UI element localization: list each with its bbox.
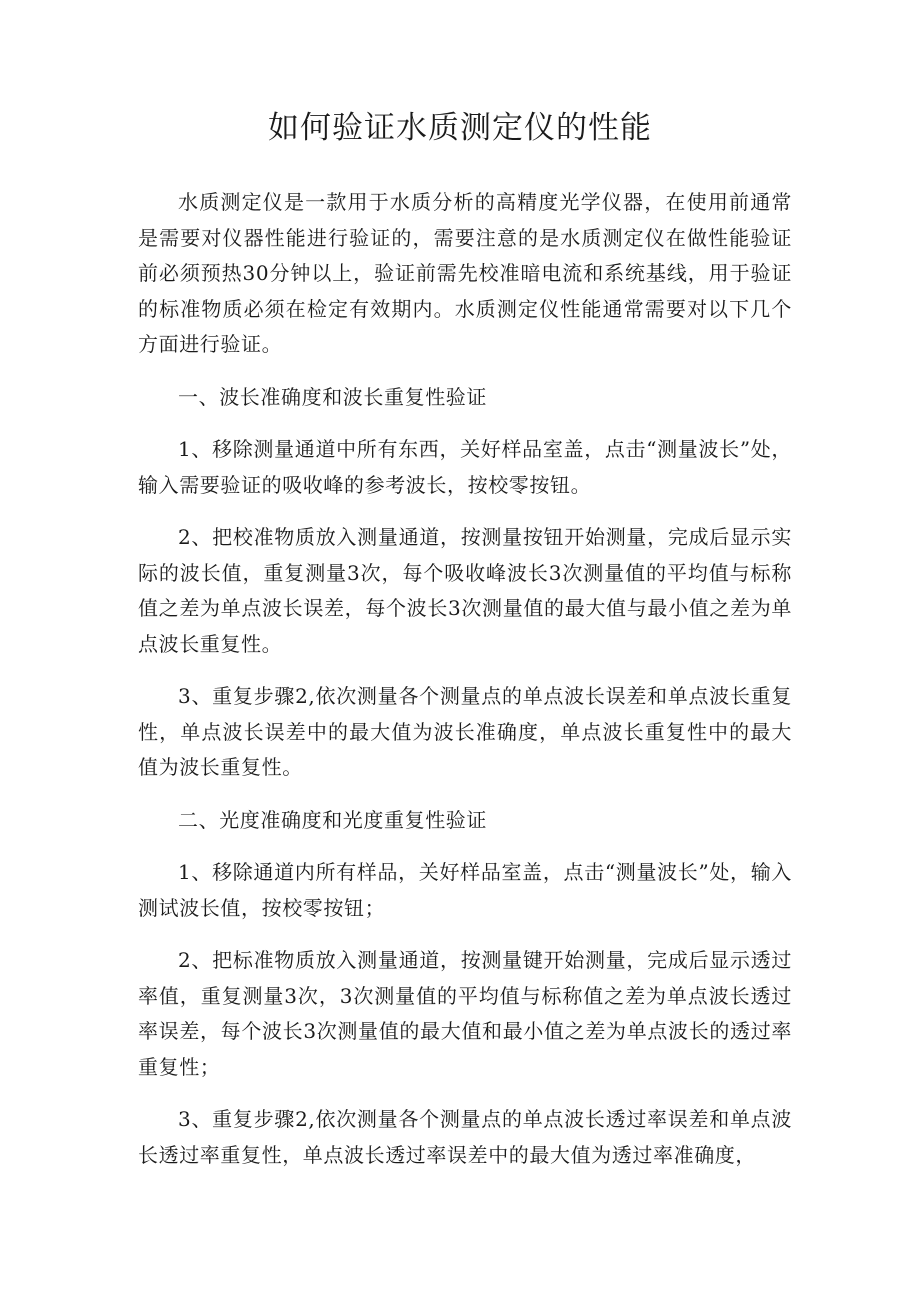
intro-paragraph: 水质测定仪是一款用于水质分析的高精度光学仪器，在使用前通常是需要对仪器性能进行验证的，需要注意的是水质测定仪在做性能验证前必须预热30分钟以上，验证前需先校准暗电流和系统基线，用于验证的标准物质必须在检定有效期内。水质测定仪性能通常需要对以下几个方面进行验证。 (138, 190, 792, 356)
section-wavelength-step-2: 2、把校准物质放入测量通道，按测量按钮开始测量，完成后显示实际的波长值，重复测量3次，每个吸收峰波长3次测量值的平均值与标称值之差为单点波长误差，每个波长3次测量值的最大值与最小值之差为单点波长重复性。 (138, 525, 792, 656)
section-heading-wavelength: 一、波长准确度和波长重复性验证 (178, 384, 487, 409)
section-photometric-step-1: 1、移除通道内所有样品，关好样品室盖，点击“测量波长”处，输入测试波长值，按校零按钮； (138, 860, 792, 920)
section-wavelength-step-1: 1、移除测量通道中所有东西，关好样品室盖，点击“测量波长”处，输入需要验证的吸收峰的参考波长，按校零按钮。 (138, 437, 792, 497)
section-photometric-step-3: 3、重复步骤2,依次测量各个测量点的单点波长透过率误差和单点波长透过率重复性，单点波长透过率误差中的最大值为透过率准确度， (138, 1107, 792, 1167)
section-photometric-step-2: 2、把标准物质放入测量通道，按测量键开始测量，完成后显示透过率值，重复测量3次，3次测量值的平均值与标称值之差为单点波长透过率误差，每个波长3次测量值的最大值和最小值之差为单点波长的透过率重复性； (138, 948, 792, 1079)
document-title: 如何验证水质测定仪的性能 (268, 110, 652, 146)
section-wavelength-step-3: 3、重复步骤2,依次测量各个测量点的单点波长误差和单点波长重复性，单点波长误差中的最大值为波长准确度，单点波长重复性中的最大值为波长重复性。 (138, 684, 792, 779)
section-heading-photometric: 二、光度准确度和光度重复性验证 (178, 807, 487, 832)
document-body (138, 185, 792, 1173)
